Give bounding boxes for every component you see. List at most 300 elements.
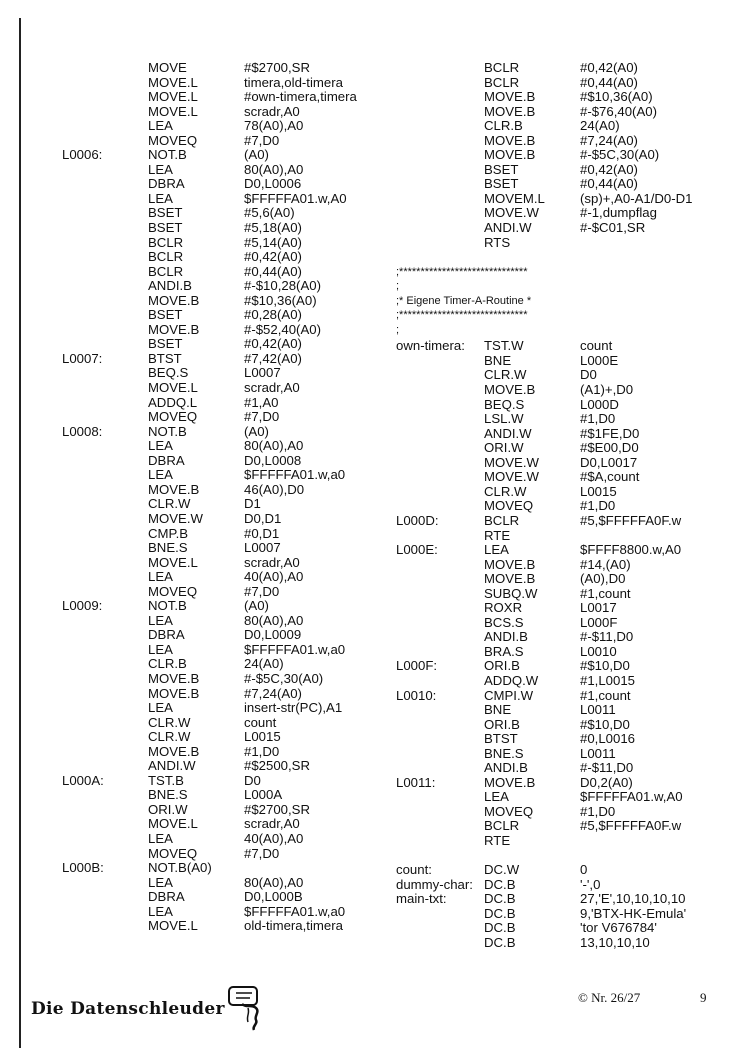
line-opcode: MOVE.W (484, 206, 539, 221)
line-label (62, 687, 148, 702)
line-opcode: ADDQ.W (484, 673, 539, 688)
line-label (396, 718, 484, 733)
code-line (62, 221, 424, 236)
code-line (396, 834, 730, 849)
line-operand: (A0),D0 (580, 572, 626, 587)
line-opcode: ANDI.B (148, 279, 192, 294)
line-operand: (A0) (244, 424, 269, 439)
line-operand: L000E (580, 353, 619, 368)
line-label (396, 834, 484, 849)
line-operand: D0 (244, 773, 261, 788)
code-line (396, 441, 730, 456)
line-operand: D0,L0008 (244, 453, 302, 468)
line-opcode: MOVEQ (148, 133, 198, 148)
line-label (62, 672, 148, 687)
line-operand: #$2700,SR (244, 802, 310, 817)
line-operand: #$10,36(A0) (580, 90, 653, 105)
line-operand: (A0) (244, 599, 269, 614)
code-line (396, 878, 730, 893)
code-line (396, 732, 730, 747)
code-line (62, 119, 424, 134)
line-opcode: CLR.B (148, 657, 187, 672)
line-operand: #-1,dumpflag (580, 206, 657, 221)
line-operand: $FFFF8800.w,A0 (580, 543, 682, 558)
footer-issue-number: © Nr. 26/27 (578, 990, 641, 1005)
code-line (396, 177, 730, 192)
line-label (62, 483, 148, 498)
line-operand: L0015 (580, 484, 617, 499)
line-operand: #$10,D0 (580, 659, 630, 674)
line-operand: 80(A0),A0 (244, 439, 304, 454)
code-line (396, 368, 730, 383)
code-line (62, 206, 424, 221)
code-line (62, 265, 424, 280)
line-operand: 27,'E',10,10,10,10 (580, 892, 686, 907)
code-line (62, 366, 424, 381)
code-line (62, 454, 424, 469)
footer-brand (31, 986, 266, 1032)
line-opcode: MOVE.B (484, 133, 536, 148)
code-line (62, 556, 424, 571)
code-line (62, 250, 424, 265)
line-opcode: BCS.S (484, 615, 524, 630)
line-opcode: ORI.W (148, 802, 188, 817)
code-line (62, 905, 424, 920)
line-operand: $FFFFFA01.w,A0 (580, 790, 683, 805)
code-line (396, 936, 730, 951)
line-opcode: MOVE.B (148, 686, 200, 701)
line-label (62, 206, 148, 221)
line-operand: L0017 (580, 601, 617, 616)
line-opcode: BSET (148, 337, 183, 352)
line-label (396, 236, 484, 251)
line-opcode: MOVE.L (148, 381, 198, 396)
code-line (396, 587, 730, 602)
code-line (396, 221, 730, 236)
line-opcode: MOVEQ (484, 499, 534, 514)
line-operand: count (580, 339, 613, 354)
line-operand: #-$C01,SR (580, 221, 646, 236)
line-label (396, 383, 484, 398)
line-operand: #14,(A0) (580, 557, 631, 572)
line-label (396, 921, 484, 936)
line-operand: D1 (244, 497, 261, 512)
code-line (62, 76, 424, 91)
line-operand: #7,42(A0) (244, 351, 302, 366)
line-operand: D0 (580, 368, 597, 383)
code-line (62, 236, 424, 251)
line-label (62, 832, 148, 847)
line-label (62, 788, 148, 803)
line-opcode: ORI.B (484, 659, 520, 674)
line-label (62, 628, 148, 643)
line-label (62, 614, 148, 629)
line-operand: timera,old-timera (244, 75, 343, 90)
code-line (62, 788, 424, 803)
line-opcode: TST.W (484, 339, 524, 354)
code-line (62, 323, 424, 338)
code-line (62, 105, 424, 120)
line-label (396, 148, 484, 163)
code-line (62, 439, 424, 454)
code-line (396, 543, 730, 558)
code-line (62, 817, 424, 832)
line-label (62, 876, 148, 891)
line-label (396, 221, 484, 236)
line-label (396, 499, 484, 514)
line-label (396, 368, 484, 383)
code-line (396, 630, 730, 645)
line-operand: #1,D0 (580, 499, 616, 514)
line-label (62, 279, 148, 294)
code-line (62, 497, 424, 512)
brand-name: Die Datenschleuder (31, 999, 225, 1019)
line-label (62, 745, 148, 760)
line-opcode: BEQ.S (148, 366, 189, 381)
line-operand: #0,44(A0) (580, 177, 638, 192)
line-opcode: SUBQ.W (484, 586, 538, 601)
line-opcode: LEA (148, 613, 173, 628)
line-label (396, 616, 484, 631)
line-operand: (sp)+,A0-A1/D0-D1 (580, 191, 693, 206)
line-opcode: MOVE.L (148, 75, 198, 90)
code-line (62, 803, 424, 818)
line-opcode: BNE.S (484, 746, 524, 761)
line-operand: 9,'BTX-HK-Emula' (580, 906, 687, 921)
line-label: L0010: (396, 688, 437, 703)
code-line (396, 689, 730, 704)
line-operand: #0,42(A0) (580, 61, 638, 75)
code-line (396, 163, 730, 178)
line-operand: #5,14(A0) (244, 235, 302, 250)
line-label (62, 919, 148, 934)
line-label (396, 601, 484, 616)
line-opcode: RTS (484, 235, 511, 250)
code-column-left (62, 61, 424, 934)
code-line (62, 672, 424, 687)
line-operand: $FFFFFA01.w,A0 (244, 191, 347, 206)
line-opcode: BSET (484, 162, 519, 177)
line-operand: #$2700,SR (244, 61, 310, 75)
line-operand: D0,D1 (244, 511, 282, 526)
line-label (396, 529, 484, 544)
line-opcode: DC.B (484, 921, 516, 936)
line-opcode: MOVE.B (484, 148, 536, 163)
line-label (62, 730, 148, 745)
line-label (62, 105, 148, 120)
line-operand: #-$5C,30(A0) (580, 148, 660, 163)
line-label (62, 570, 148, 585)
code-line (62, 876, 424, 891)
line-opcode: MOVE.B (148, 293, 200, 308)
line-opcode: BNE.S (148, 541, 188, 556)
code-line (396, 339, 730, 354)
line-label (396, 206, 484, 221)
line-opcode: BSET (148, 206, 183, 221)
code-line (62, 163, 424, 178)
code-line (396, 412, 730, 427)
line-operand: L000D (580, 397, 619, 412)
line-label (62, 468, 148, 483)
line-opcode: MOVE (148, 61, 187, 75)
line-label (396, 703, 484, 718)
line-operand: L0007 (244, 366, 281, 381)
line-opcode: MOVEQ (148, 584, 198, 599)
line-label: L000F: (396, 659, 438, 674)
line-label (396, 485, 484, 500)
line-operand: #0,L0016 (580, 732, 636, 747)
line-operand: 80(A0),A0 (244, 613, 304, 628)
line-operand: #0,42(A0) (244, 337, 302, 352)
code-line (396, 119, 730, 134)
line-operand: #1,D0 (580, 804, 616, 819)
line-opcode: ORI.W (484, 441, 524, 456)
code-line (396, 499, 730, 514)
line-opcode: BCLR (484, 819, 520, 834)
line-operand: #1,count (580, 586, 631, 601)
code-line (396, 236, 730, 251)
line-operand: #5,$FFFFFA0F.w (580, 513, 682, 528)
left-margin-rule (19, 18, 21, 1048)
line-operand: $FFFFFA01.w,a0 (244, 468, 346, 483)
line-label (396, 732, 484, 747)
line-operand: #$1FE,D0 (580, 426, 640, 441)
line-operand: #1,count (580, 688, 631, 703)
line-opcode: MOVEQ (148, 846, 198, 861)
line-label (396, 849, 484, 864)
line-operand: old-timera,timera (244, 919, 343, 934)
code-line (62, 337, 424, 352)
line-operand: #0,44(A0) (244, 264, 302, 279)
line-opcode: LEA (148, 701, 173, 716)
line-label (62, 803, 148, 818)
line-label (62, 454, 148, 469)
line-label (396, 412, 484, 427)
code-line (396, 206, 730, 221)
code-line (62, 294, 424, 309)
line-operand: #5,$FFFFFA0F.w (580, 819, 682, 834)
line-opcode: BRA.S (484, 644, 524, 659)
line-opcode: ANDI.B (484, 630, 528, 645)
line-operand: #$10,D0 (580, 717, 630, 732)
code-line (396, 892, 730, 907)
line-label (62, 134, 148, 149)
line-operand: #$A,count (580, 470, 640, 485)
line-label (62, 541, 148, 556)
line-opcode: LEA (148, 570, 173, 585)
line-opcode: DC.W (484, 863, 520, 878)
line-opcode: BCLR (484, 75, 520, 90)
code-line (62, 701, 424, 716)
line-operand: #$2500,SR (244, 759, 310, 774)
line-opcode: BEQ.S (484, 397, 525, 412)
code-line (396, 907, 730, 922)
line-operand: #0,44(A0) (580, 75, 638, 90)
line-operand: 78(A0),A0 (244, 119, 304, 134)
line-label (396, 90, 484, 105)
line-operand: '-',0 (580, 877, 601, 892)
code-line (62, 716, 424, 731)
code-line (396, 790, 730, 805)
line-opcode: MOVEQ (484, 804, 534, 819)
line-opcode: CMPI.W (484, 688, 534, 703)
code-line (62, 177, 424, 192)
line-opcode: LSL.W (484, 412, 524, 427)
line-label (396, 790, 484, 805)
line-operand: #own-timera,timera (244, 90, 357, 105)
code-line (396, 398, 730, 413)
code-line (62, 425, 424, 440)
line-operand: $FFFFFA01.w,a0 (244, 642, 346, 657)
code-line (62, 585, 424, 600)
code-line (396, 659, 730, 674)
line-opcode: BTST (484, 732, 518, 747)
code-line (396, 76, 730, 91)
code-line (62, 745, 424, 760)
line-label (396, 805, 484, 820)
line-opcode: ANDI.B (484, 761, 528, 776)
code-line (396, 863, 730, 878)
line-label (396, 645, 484, 660)
line-opcode: LEA (484, 790, 509, 805)
code-line (62, 861, 424, 876)
line-operand: #1,L0015 (580, 673, 636, 688)
comment-box (396, 265, 730, 338)
code-line (62, 599, 424, 614)
line-opcode: DBRA (148, 177, 185, 192)
code-line (396, 921, 730, 936)
code-line (396, 90, 730, 105)
line-label (396, 177, 484, 192)
line-label (62, 643, 148, 658)
code-line (396, 645, 730, 660)
code-line (396, 718, 730, 733)
line-opcode: ANDI.W (484, 221, 532, 236)
line-opcode: DC.B (484, 877, 516, 892)
line-operand: #0,28(A0) (244, 308, 302, 323)
line-opcode: DC.B (484, 935, 516, 950)
line-opcode: LEA (148, 904, 173, 919)
line-operand (580, 236, 730, 251)
line-operand: 46(A0),D0 (244, 482, 305, 497)
line-label: L000E: (396, 543, 438, 558)
code-line (396, 134, 730, 149)
line-label (396, 936, 484, 951)
line-operand: #-$76,40(A0) (580, 104, 657, 119)
line-label (396, 819, 484, 834)
code-line (396, 819, 730, 834)
code-line (62, 730, 424, 745)
line-label (62, 294, 148, 309)
code-line (62, 381, 424, 396)
line-label (396, 163, 484, 178)
code-line (62, 483, 424, 498)
line-opcode: MOVEM.L (484, 191, 545, 206)
line-label (62, 308, 148, 323)
line-label (62, 236, 148, 251)
code-line (62, 614, 424, 629)
code-line (62, 90, 424, 105)
line-label (62, 250, 148, 265)
line-label (396, 572, 484, 587)
code-line (62, 527, 424, 542)
line-opcode: BCLR (148, 250, 184, 265)
line-label (62, 366, 148, 381)
line-opcode: BSET (148, 308, 183, 323)
line-label: L0006: (62, 148, 103, 163)
line-operand: #7,24(A0) (580, 133, 638, 148)
line-operand: L000A (244, 788, 283, 803)
line-label (62, 512, 148, 527)
line-operand: D0,2(A0) (580, 775, 633, 790)
line-opcode: MOVE.B (148, 322, 200, 337)
code-line (396, 601, 730, 616)
line-label (62, 337, 148, 352)
code-line (62, 774, 424, 789)
line-operand: #7,D0 (244, 410, 280, 425)
line-operand: #1,D0 (580, 412, 616, 427)
line-opcode: MOVE.L (148, 104, 198, 119)
line-opcode: BNE (484, 703, 512, 718)
line-opcode: BTST (148, 351, 182, 366)
line-opcode: MOVE.B (484, 572, 536, 587)
line-opcode: CLR.B (484, 119, 523, 134)
line-operand: L000F (580, 615, 618, 630)
comment-border-top: ;****************************** (396, 265, 528, 278)
code-line (396, 776, 730, 791)
line-opcode: CLR.W (484, 484, 527, 499)
code-line (396, 558, 730, 573)
line-opcode: BCLR (484, 513, 520, 528)
comment-blank-line: ; (396, 323, 400, 336)
line-opcode: LEA (148, 468, 173, 483)
code-line (396, 470, 730, 485)
line-opcode: MOVE.B (148, 482, 200, 497)
line-label (396, 134, 484, 149)
line-label: L0007: (62, 351, 103, 366)
line-operand: #-$52,40(A0) (244, 322, 321, 337)
line-operand: L0011 (580, 746, 616, 761)
line-opcode: LEA (148, 191, 173, 206)
line-operand: L0010 (580, 644, 617, 659)
code-line (396, 529, 730, 544)
line-opcode: MOVE.W (484, 455, 539, 470)
code-line (396, 805, 730, 820)
line-label (62, 439, 148, 454)
line-label (396, 558, 484, 573)
line-operand: #5,18(A0) (244, 221, 302, 236)
line-operand: #-$5C,30(A0) (244, 671, 324, 686)
code-line (62, 541, 424, 556)
line-operand: #1,D0 (244, 744, 280, 759)
line-operand: 13,10,10,10 (580, 935, 650, 950)
line-operand: 0 (580, 863, 588, 878)
code-line (396, 674, 730, 689)
line-operand: 24(A0) (244, 657, 284, 672)
line-opcode: MOVE.L (148, 817, 198, 832)
comment-blank-line: ; (396, 280, 400, 293)
line-opcode: MOVE.B (484, 383, 536, 398)
code-line (396, 427, 730, 442)
line-operand: insert-str(PC),A1 (244, 701, 343, 716)
line-label (62, 119, 148, 134)
line-label: own-timera: (396, 339, 465, 354)
code-line (62, 134, 424, 149)
code-line (396, 192, 730, 207)
line-label (62, 759, 148, 774)
line-opcode: DBRA (148, 628, 185, 643)
line-opcode: CLR.W (148, 497, 191, 512)
